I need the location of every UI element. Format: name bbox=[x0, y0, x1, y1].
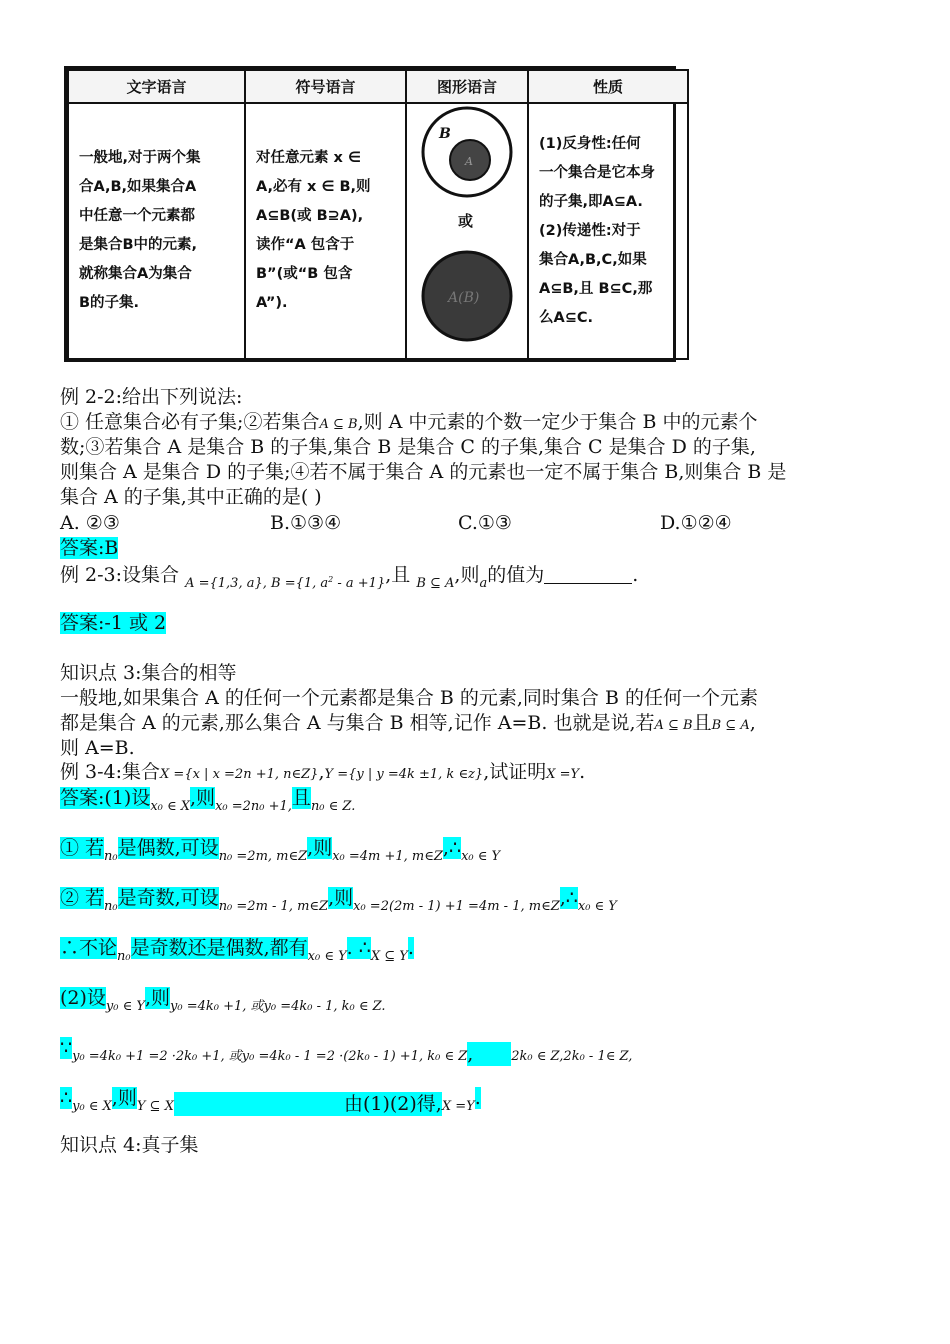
answer-highlight: 是奇数还是偶数,都有 bbox=[130, 937, 308, 959]
example-text: 例 3-4:集合 bbox=[60, 761, 161, 783]
answer-highlight: 是奇数,可设 bbox=[117, 887, 219, 909]
symbol-line: 对任意元素 x ∈ bbox=[256, 150, 361, 166]
example-text: , bbox=[318, 761, 325, 783]
subset-formula: B ⊆ A bbox=[711, 718, 750, 733]
proof-formula: n₀ =2m, m∈Z bbox=[218, 849, 308, 864]
venn-diagram bbox=[412, 104, 522, 354]
answer-highlight: 答案:-1 或 2 bbox=[60, 612, 167, 634]
statement-text: ① 任意集合必有子集;②若集合 bbox=[60, 411, 320, 433]
header-graphic-language: 图形语言 bbox=[406, 70, 528, 103]
answer-highlight: ,则 bbox=[190, 787, 216, 809]
example-text: 例 2-3:设集合 bbox=[60, 564, 180, 586]
concept-table bbox=[67, 69, 689, 360]
example-3-4 bbox=[60, 760, 585, 787]
subset-formula: A ⊆ B bbox=[654, 718, 693, 733]
symbol-line: B”(或“B 包含 bbox=[256, 266, 353, 282]
answer-highlight: 答案:B bbox=[60, 537, 119, 559]
example-2-2-line-1 bbox=[60, 410, 757, 437]
property-line: (2)传递性:对于 bbox=[539, 222, 641, 239]
example-2-2-line-4: 集合 A 的子集,其中正确的是( ) bbox=[60, 486, 322, 508]
example-2-3 bbox=[60, 561, 638, 590]
example-2-2-answer bbox=[60, 536, 118, 561]
symbol-line: 读作“A 包含于 bbox=[256, 237, 355, 253]
property-line: A⊆B,且 B⊆C,那 bbox=[539, 280, 653, 297]
proof-formula: y₀ ∈ Y bbox=[105, 999, 145, 1014]
header-property: 性质 bbox=[528, 70, 688, 103]
proof-step-2 bbox=[60, 986, 386, 1013]
proof-step-1 bbox=[60, 786, 355, 813]
proof-formula: n₀ ∈ Z. bbox=[310, 799, 356, 814]
proof-case-even bbox=[60, 836, 500, 863]
knowledge-point-3-title: 知识点 3:集合的相等 bbox=[60, 662, 237, 684]
example-text: 的值为 bbox=[487, 564, 545, 586]
proof-formula: n₀ =2m - 1, m∈Z bbox=[218, 899, 329, 914]
set-y-formula: Y ={y | y =4k ±1, k ∈z} bbox=[324, 767, 484, 782]
proof-formula: y₀ =4k₀ +1 =2 ·2k₀ +1, 或y₀ =4k₀ - 1 =2 ·(2k₀ - 1) +1, k₀ ∈ Z bbox=[72, 1049, 468, 1064]
condition-formula: B ⊆ A bbox=[416, 576, 455, 591]
outer-set-label: B bbox=[439, 126, 451, 142]
proof-formula: n₀ bbox=[104, 899, 118, 914]
set-formula-part: - a +1} bbox=[333, 576, 386, 591]
symbol-line: A⊆B(或 B⊇A), bbox=[256, 208, 364, 224]
proof-formula: n₀ bbox=[104, 849, 118, 864]
answer-highlight: . bbox=[407, 937, 414, 959]
subset-definition-table bbox=[64, 66, 676, 362]
example-2-2-title: 例 2-2:给出下列说法: bbox=[60, 386, 243, 408]
option-a: A. ②③ bbox=[60, 512, 120, 534]
variable-a: a bbox=[479, 576, 488, 591]
property-line: (1)反身性:任何 bbox=[539, 135, 641, 152]
symbol-language-cell bbox=[245, 103, 406, 359]
subset-formula: A ⊆ B bbox=[319, 417, 358, 432]
proof-formula: x₀ ∈ Y bbox=[461, 849, 501, 864]
kp-text: 且 bbox=[692, 712, 712, 734]
proof-formula: Y ⊆ X bbox=[136, 1099, 174, 1114]
proof-conclusion-1 bbox=[60, 936, 414, 963]
knowledge-point-4-title: 知识点 4:真子集 bbox=[60, 1134, 199, 1156]
answer-highlight: ,则 bbox=[144, 987, 170, 1009]
graphic-language-cell bbox=[406, 103, 528, 359]
set-formula-part: A ={1,3, a}, B ={1, a bbox=[185, 576, 329, 591]
example-text: ,则 bbox=[454, 564, 480, 586]
proof-step-3 bbox=[60, 1036, 632, 1066]
proof-formula: X ⊆ Y bbox=[370, 949, 408, 964]
answer-highlight-text: 由(1)(2)得, bbox=[343, 1093, 442, 1115]
kp-text: 都是集合 A 的元素,那么集合 A 与集合 B 相等,记作 A=B. 也就是说,若 bbox=[60, 712, 655, 734]
proof-formula: y₀ ∈ X bbox=[72, 1099, 112, 1114]
equal-set-label: A(B) bbox=[448, 290, 480, 306]
answer-highlight: 是偶数,可设 bbox=[117, 837, 219, 859]
answer-highlight: ,则 bbox=[307, 837, 333, 859]
property-line: 一个集合是它本身 bbox=[539, 164, 655, 181]
answer-highlight: ,则 bbox=[111, 1087, 137, 1109]
kp-text: , bbox=[749, 712, 756, 734]
proof-formula: X =Y bbox=[441, 1099, 475, 1114]
text-line: 中任意一个元素都 bbox=[79, 208, 195, 224]
option-b: B.①③④ bbox=[270, 512, 342, 534]
symbol-line: A,必有 x ∈ B,则 bbox=[256, 179, 371, 195]
example-text: . bbox=[632, 564, 639, 586]
proof-case-odd bbox=[60, 886, 617, 913]
set-x-formula: X ={x | x =2n +1, n∈Z} bbox=[160, 767, 319, 782]
answer-highlight: . bbox=[474, 1087, 481, 1109]
answer-highlight-text: , bbox=[467, 1043, 474, 1065]
knowledge-point-3-line-2 bbox=[60, 711, 756, 738]
answer-blank bbox=[544, 565, 632, 584]
example-2-2-line-3: 则集合 A 是集合 D 的子集;④若不属于集合 A 的元素也一定不属于集合 B,则集合 B 是 bbox=[60, 461, 787, 483]
goal-formula: X =Y bbox=[546, 767, 580, 782]
answer-highlight bbox=[467, 1042, 511, 1066]
option-c: C.①③ bbox=[458, 512, 512, 534]
answer-highlight: ,则 bbox=[328, 887, 354, 909]
proof-formula: x₀ ∈ Y bbox=[577, 899, 617, 914]
knowledge-point-3-line-1: 一般地,如果集合 A 的任何一个元素都是集合 B 的元素,同时集合 B 的任何一个元素 bbox=[60, 687, 758, 709]
proof-formula: x₀ ∈ Y bbox=[307, 949, 347, 964]
answer-highlight: 且 bbox=[291, 787, 311, 809]
proof-formula: 2k₀ ∈ Z,2k₀ - 1∈ Z, bbox=[511, 1049, 633, 1064]
inner-set-label: A bbox=[465, 155, 473, 168]
answer-highlight: . ∴ bbox=[346, 937, 371, 959]
set-formula bbox=[185, 576, 385, 591]
proof-formula: x₀ ∈ X bbox=[150, 799, 191, 814]
answer-highlight: ,∴ bbox=[442, 837, 462, 859]
header-text-language: 文字语言 bbox=[68, 70, 245, 103]
exponent: 2 bbox=[328, 575, 334, 584]
answer-highlight: ② 若 bbox=[60, 887, 105, 909]
example-2-2-line-2: 数;③若集合 A 是集合 B 的子集,集合 B 是集合 C 的子集,集合 C 是集合 D 的子集, bbox=[60, 436, 756, 458]
or-label: 或 bbox=[458, 212, 474, 230]
option-d: D.①②④ bbox=[660, 512, 732, 534]
example-2-3-answer bbox=[60, 611, 166, 636]
answer-highlight: ① 若 bbox=[60, 837, 105, 859]
example-text: . bbox=[579, 761, 586, 783]
answer-highlight bbox=[174, 1092, 442, 1116]
answer-highlight: 答案:(1)设 bbox=[60, 787, 151, 809]
property-line: 的子集,即A⊆A. bbox=[539, 193, 643, 210]
text-line: 是集合B中的元素, bbox=[79, 237, 198, 253]
text-line: B的子集. bbox=[79, 295, 140, 311]
proof-formula: x₀ =4m +1, m∈Z bbox=[332, 849, 443, 864]
example-text: ,试证明 bbox=[483, 761, 547, 783]
symbol-line: A”). bbox=[256, 295, 288, 311]
property-cell bbox=[528, 103, 688, 359]
proof-formula: x₀ =2(2m - 1) +1 =4m - 1, m∈Z bbox=[353, 899, 560, 914]
answer-highlight: ∵ bbox=[60, 1037, 73, 1059]
proof-conclusion-2 bbox=[60, 1086, 481, 1116]
text-line: 合A,B,如果集合A bbox=[79, 179, 197, 195]
answer-highlight: ∴不论 bbox=[60, 937, 118, 959]
answer-highlight: ∴ bbox=[60, 1087, 73, 1109]
proof-formula: y₀ =4k₀ +1, 或y₀ =4k₀ - 1, k₀ ∈ Z. bbox=[170, 999, 386, 1014]
proof-formula: n₀ bbox=[117, 949, 131, 964]
text-line: 一般地,对于两个集 bbox=[79, 150, 201, 166]
knowledge-point-3-line-3: 则 A=B. bbox=[60, 737, 135, 759]
property-line: 集合A,B,C,如果 bbox=[539, 251, 647, 268]
answer-highlight: ,∴ bbox=[559, 887, 578, 909]
statement-text: ,则 A 中元素的个数一定少于集合 B 中的元素个 bbox=[357, 411, 758, 433]
text-line: 就称集合A为集合 bbox=[79, 266, 192, 282]
example-text: ,且 bbox=[385, 564, 411, 586]
header-symbol-language: 符号语言 bbox=[245, 70, 406, 103]
property-line: 么A⊆C. bbox=[539, 309, 594, 326]
proof-formula: x₀ =2n₀ +1, bbox=[215, 799, 292, 814]
answer-highlight: (2)设 bbox=[60, 987, 106, 1009]
text-language-cell bbox=[68, 103, 245, 359]
